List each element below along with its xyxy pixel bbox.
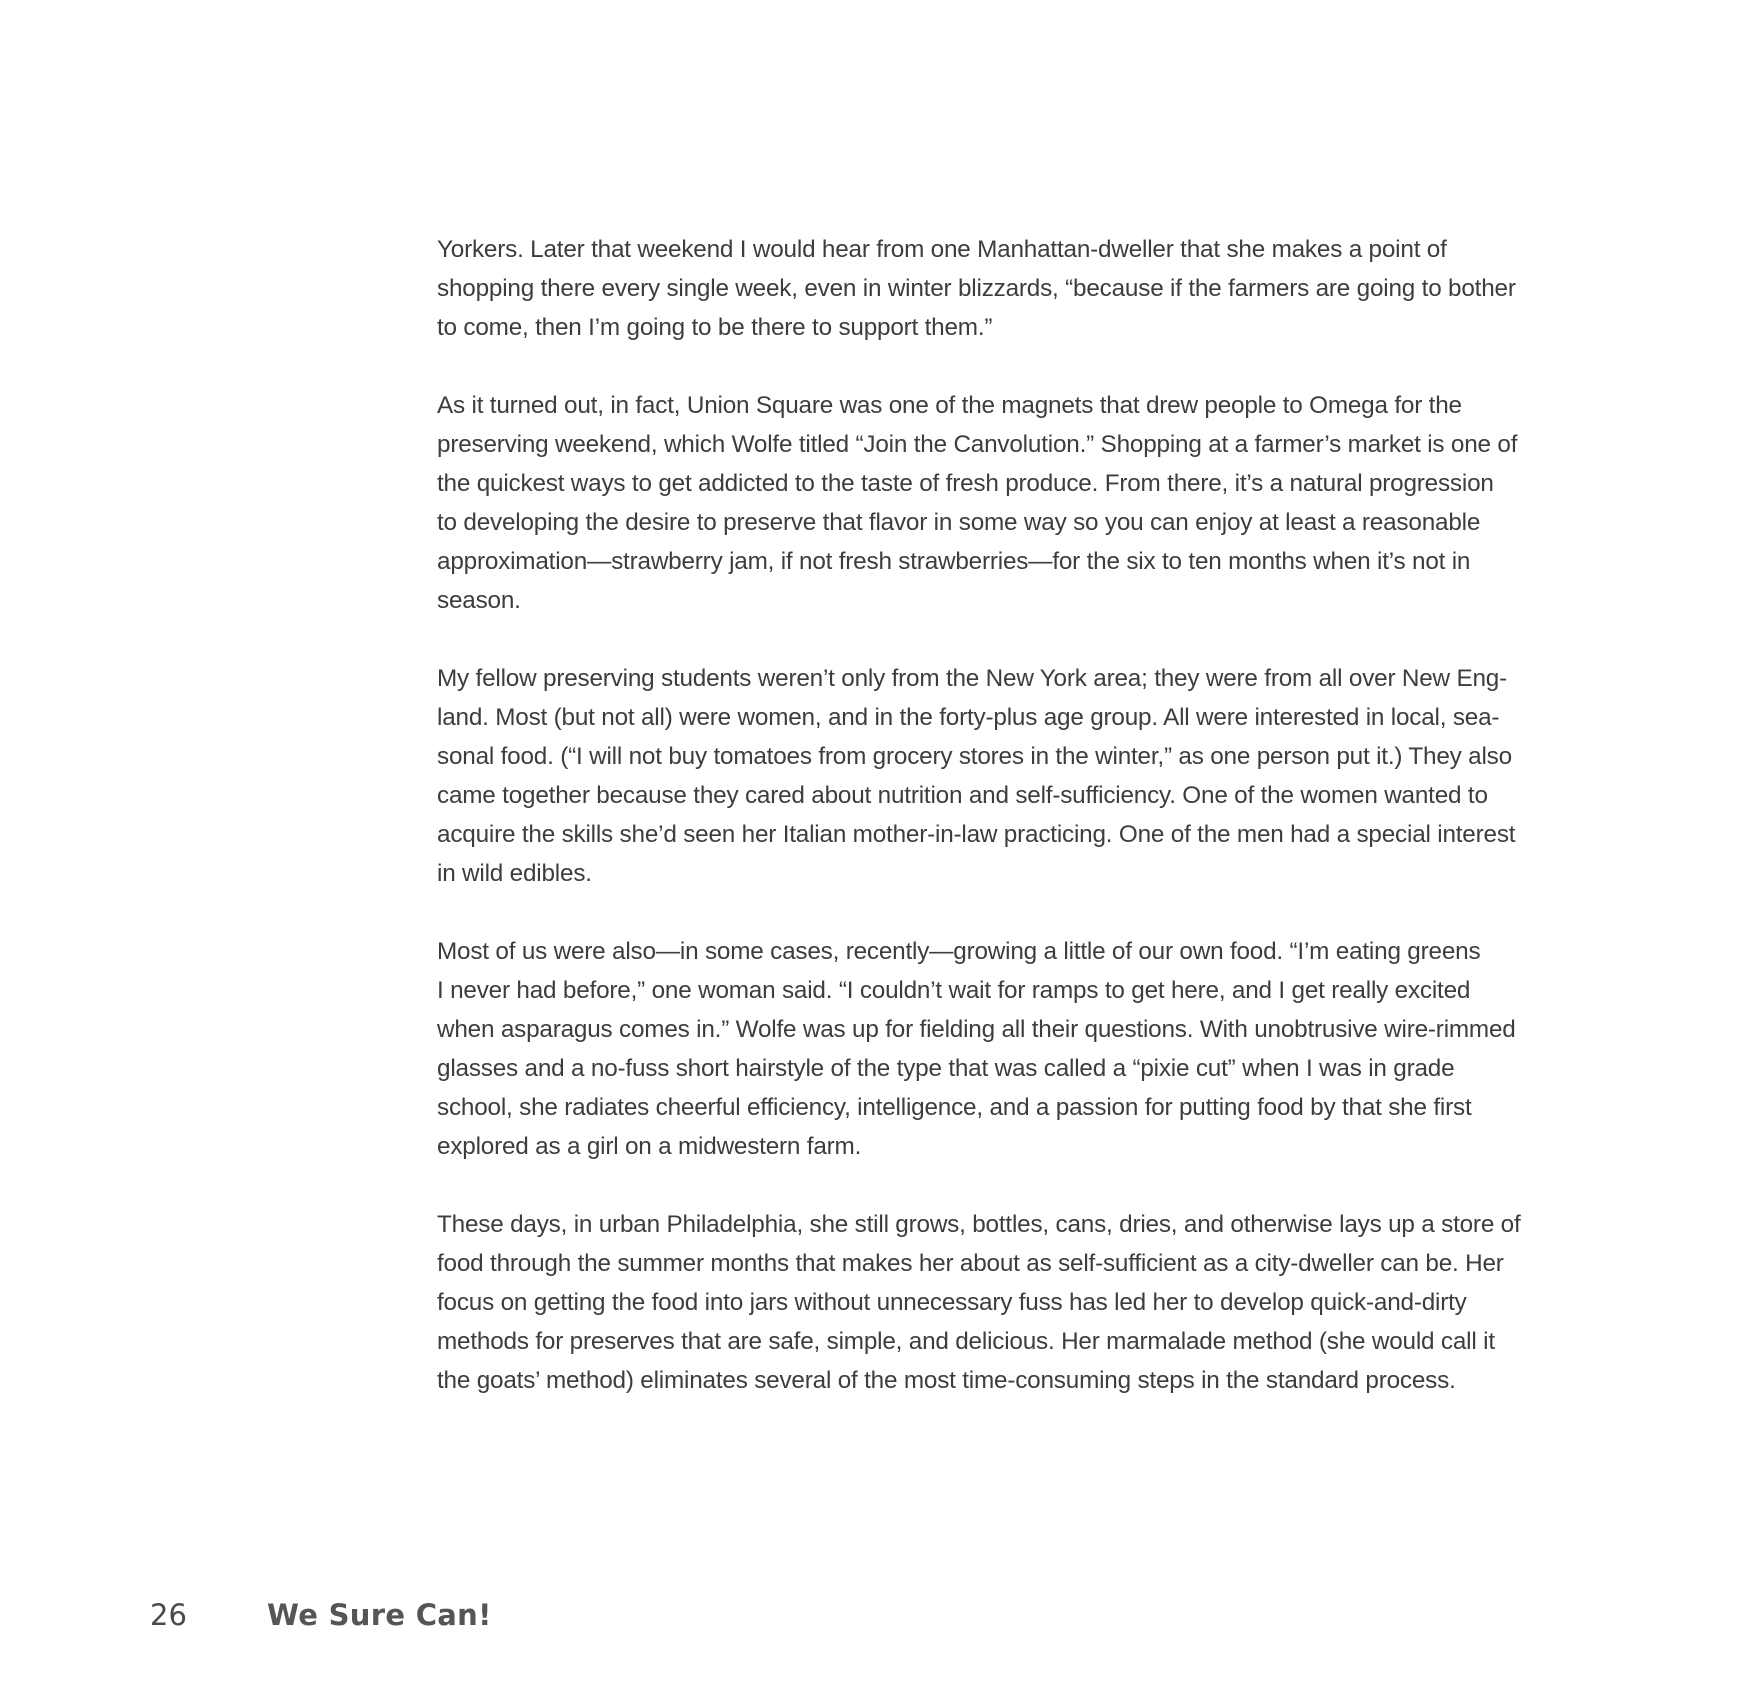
text-line: the quickest ways to get addicted to the taste of fresh produce. From there, it’s a natural progression [437, 470, 1494, 497]
text-line: the goats’ method) eliminates several of the most time-consuming steps in the standard process. [437, 1367, 1456, 1394]
text-line: My fellow preserving students weren’t only from the New York area; they were from all over New Eng- [437, 665, 1507, 692]
text-line: when asparagus comes in.” Wolfe was up for fielding all their questions. With unobtrusive wire-rimmed [437, 1016, 1516, 1043]
text-line: land. Most (but not all) were women, and in the forty-plus age group. All were interested in local, sea- [437, 704, 1500, 731]
text-line: came together because they cared about nutrition and self-sufficiency. One of the women wanted to [437, 782, 1488, 809]
paragraph-5 [437, 1205, 1567, 1400]
paragraph-2 [437, 386, 1567, 620]
running-footer-title: We Sure Can! [267, 1598, 492, 1632]
text-line: These days, in urban Philadelphia, she still grows, bottles, cans, dries, and otherwise lays up a store of [437, 1211, 1521, 1238]
text-line: explored as a girl on a midwestern farm. [437, 1133, 862, 1160]
text-line: to come, then I’m going to be there to support them.” [437, 314, 993, 341]
page-number: 26 [150, 1598, 187, 1632]
text-line: school, she radiates cheerful efficiency, intelligence, and a passion for putting food by that she first [437, 1094, 1472, 1121]
body-text [437, 230, 1567, 1439]
text-line: in wild edibles. [437, 860, 592, 887]
text-line: food through the summer months that makes her about as self-sufficient as a city-dweller can be. Her [437, 1250, 1504, 1277]
text-line: sonal food. (“I will not buy tomatoes from grocery stores in the winter,” as one person put it.) They also [437, 743, 1512, 770]
text-line: to developing the desire to preserve that flavor in some way so you can enjoy at least a reasonable [437, 509, 1481, 536]
text-line: approximation—strawberry jam, if not fresh strawberries—for the six to ten months when it’s not in [437, 548, 1471, 575]
text-line: Yorkers. Later that weekend I would hear from one Manhattan-dweller that she makes a point of [437, 236, 1447, 263]
paragraph-1 [437, 230, 1567, 347]
text-line: preserving weekend, which Wolfe titled “Join the Canvolution.” Shopping at a farmer’s market is one of [437, 431, 1518, 458]
paragraph-4 [437, 932, 1567, 1166]
text-line: shopping there every single week, even in winter blizzards, “because if the farmers are going to bother [437, 275, 1516, 302]
text-line: season. [437, 587, 521, 614]
text-line: acquire the skills she’d seen her Italian mother-in-law practicing. One of the men had a special interest [437, 821, 1516, 848]
text-line: As it turned out, in fact, Union Square was one of the magnets that drew people to Omega for the [437, 392, 1462, 419]
text-line: I never had before,” one woman said. “I couldn’t wait for ramps to get here, and I get really excited [437, 977, 1471, 1004]
page-footer [150, 1598, 492, 1638]
text-line: Most of us were also—in some cases, recently—growing a little of our own food. “I’m eating greens [437, 938, 1481, 965]
text-line: glasses and a no-fuss short hairstyle of the type that was called a “pixie cut” when I was in grade [437, 1055, 1455, 1082]
text-line: methods for preserves that are safe, simple, and delicious. Her marmalade method (she would call it [437, 1328, 1495, 1355]
text-line: focus on getting the food into jars without unnecessary fuss has led her to develop quick-and-dirty [437, 1289, 1467, 1316]
paragraph-3 [437, 659, 1567, 893]
